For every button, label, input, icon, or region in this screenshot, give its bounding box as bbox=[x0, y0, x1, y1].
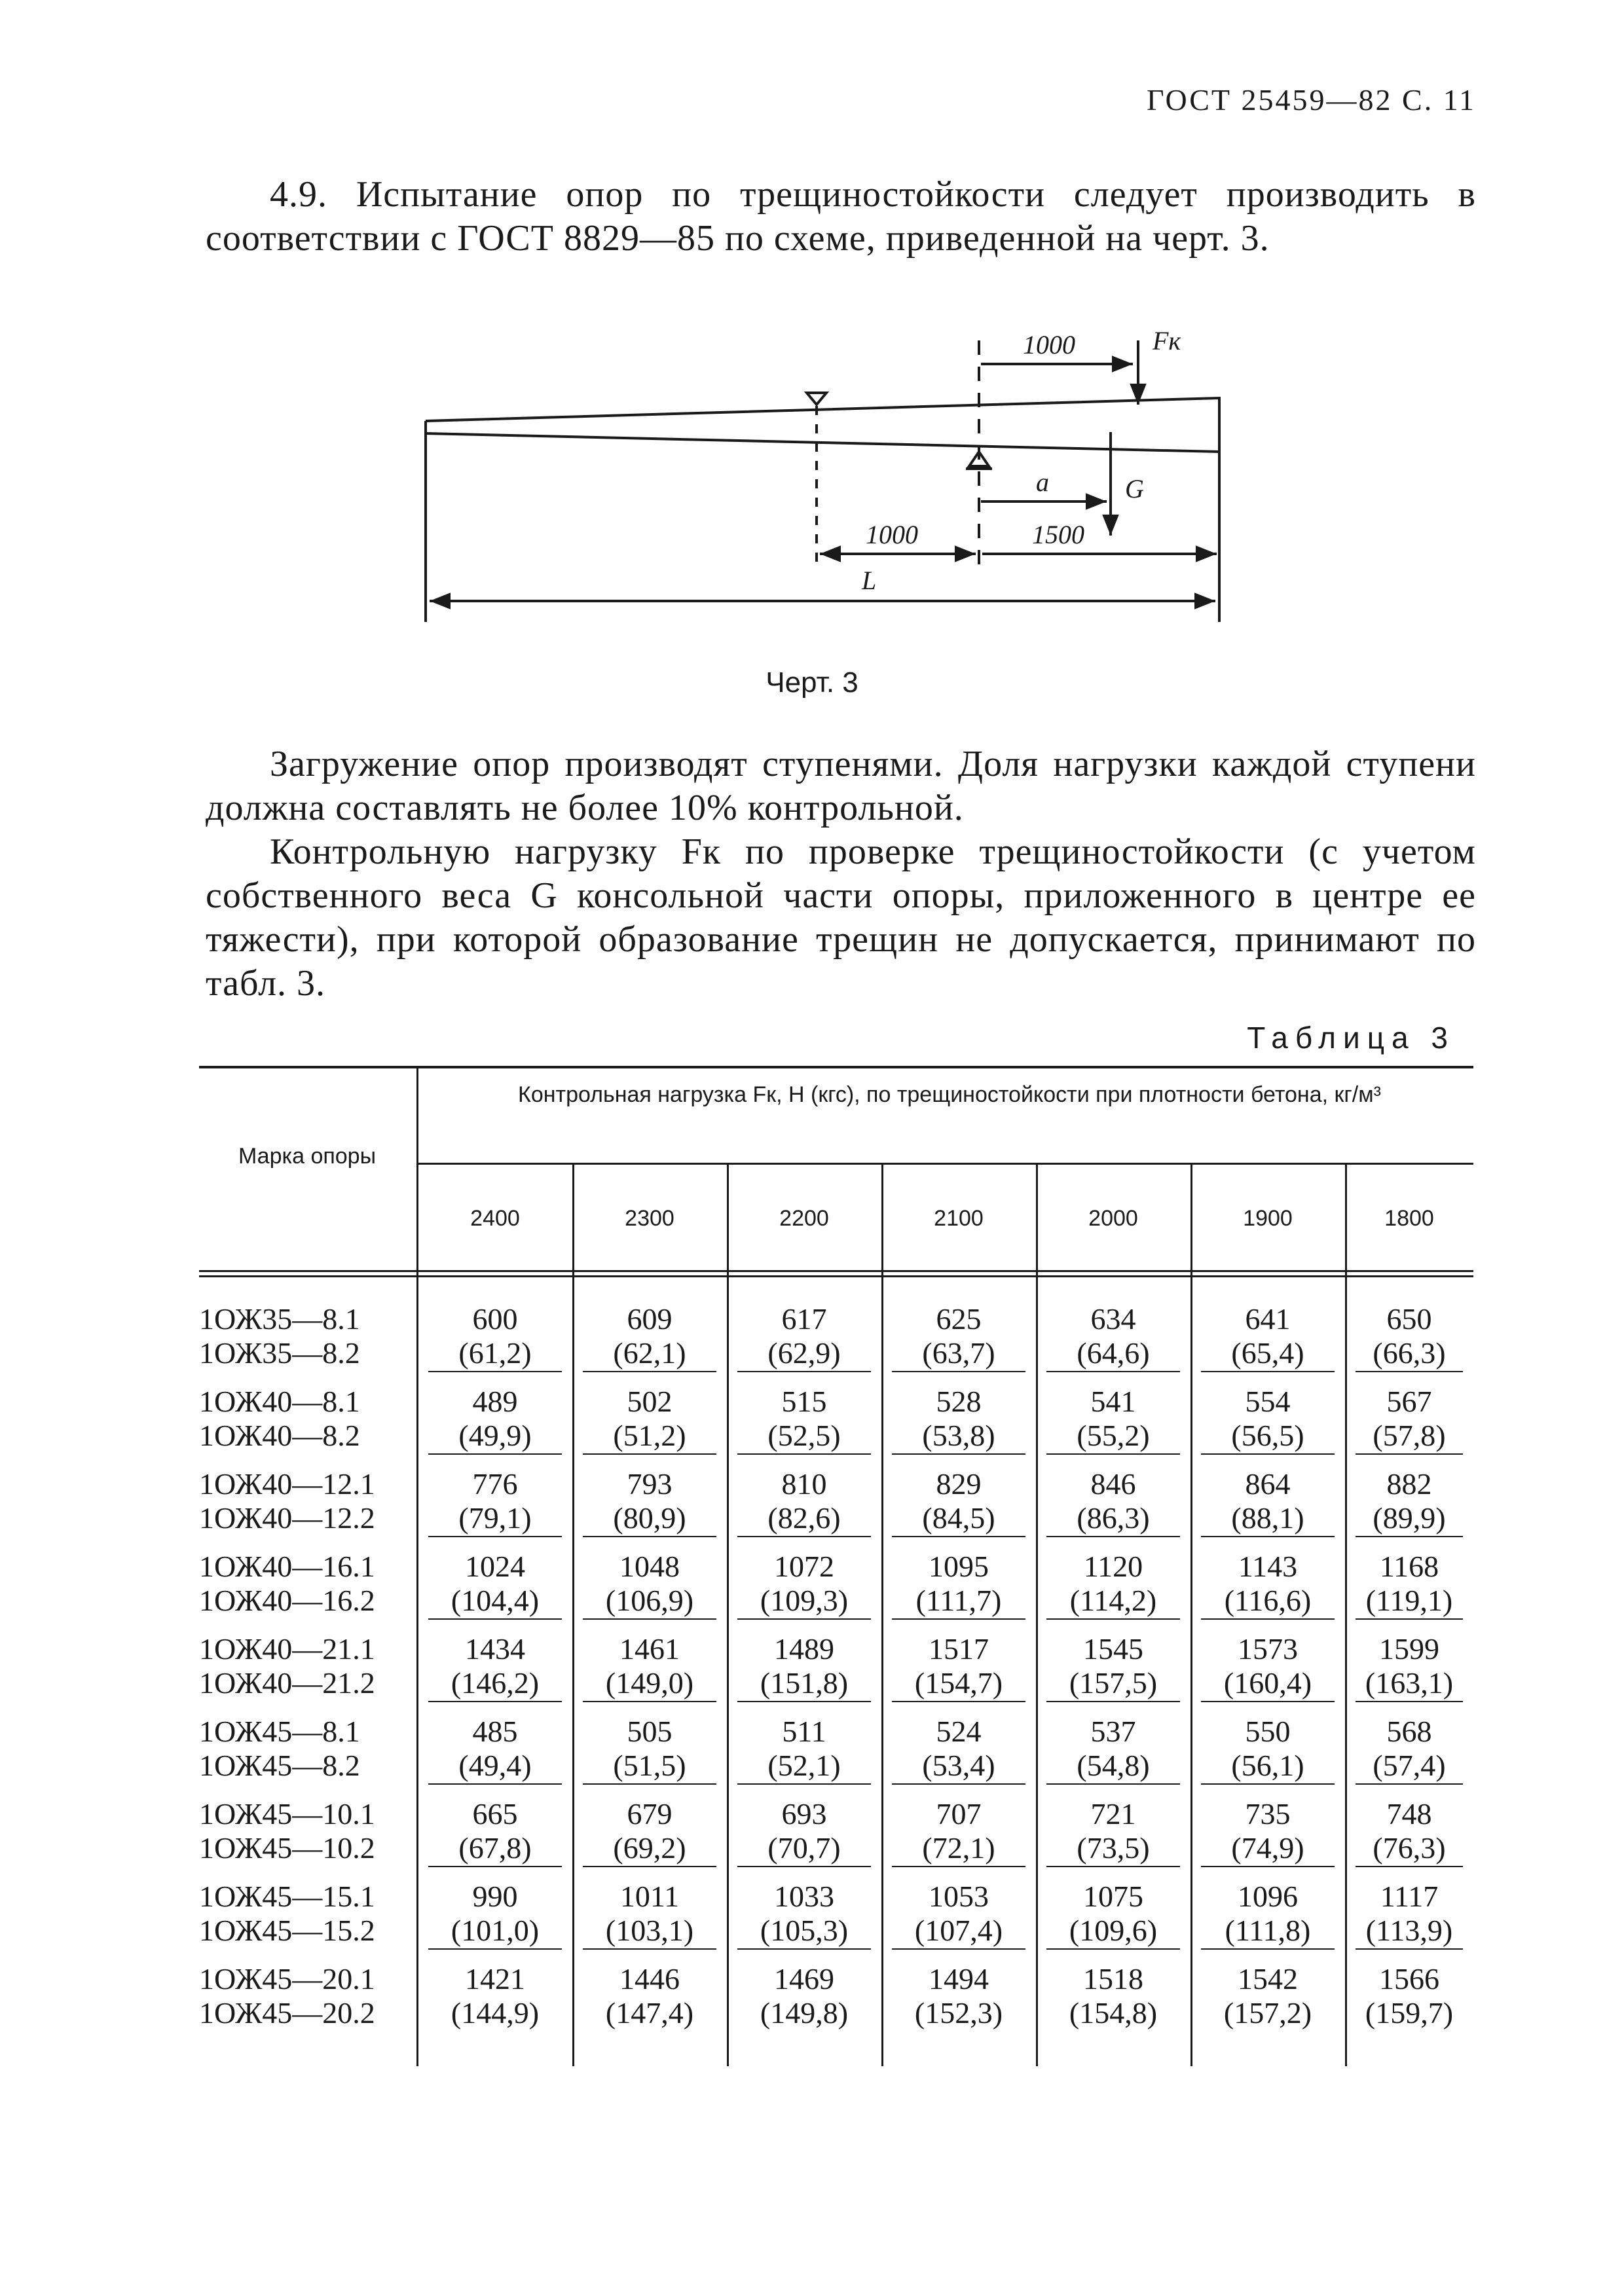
load-kgf: (57,8) bbox=[1373, 1419, 1446, 1452]
table-label: Таблица 3 bbox=[1247, 1021, 1455, 1055]
value-underline bbox=[892, 1948, 1025, 1950]
load-kgf: (151,8) bbox=[760, 1666, 849, 1700]
load-newton: 735 bbox=[1245, 1797, 1291, 1831]
load-newton: 693 bbox=[781, 1797, 827, 1831]
value-underline bbox=[1046, 1866, 1180, 1867]
load-kgf: (86,3) bbox=[1077, 1501, 1150, 1535]
value-underline bbox=[892, 1866, 1025, 1867]
load-newton: 1518 bbox=[1083, 1962, 1143, 1995]
load-kgf: (72,1) bbox=[922, 1831, 995, 1865]
table-top-rule bbox=[199, 1066, 1473, 1068]
load-newton: 1461 bbox=[619, 1632, 680, 1666]
value-underline bbox=[1046, 1783, 1180, 1785]
density-header: 2000 bbox=[1088, 1206, 1138, 1231]
paragraph-4-9: 4.9. Испытание опор по трещиностойкости следует производить в соответствии с ГОСТ 8829—85 по схеме, приведенной на черт. 3. bbox=[206, 174, 1476, 259]
load-kgf: (64,6) bbox=[1077, 1336, 1150, 1370]
load-kgf: (49,9) bbox=[458, 1419, 532, 1452]
load-newton: 609 bbox=[627, 1302, 673, 1336]
support-mark: 1ОЖ45—8.2 bbox=[199, 1749, 360, 1782]
load-newton: 1096 bbox=[1238, 1880, 1298, 1913]
value-underline bbox=[1201, 1618, 1335, 1620]
load-kgf: (76,3) bbox=[1373, 1831, 1446, 1865]
load-kgf: (49,4) bbox=[458, 1749, 532, 1782]
load-kgf: (157,2) bbox=[1223, 1996, 1312, 2030]
load-newton: 485 bbox=[472, 1715, 518, 1748]
header-inner-rule bbox=[418, 1163, 1473, 1165]
value-underline bbox=[583, 1536, 716, 1537]
value-underline bbox=[428, 1948, 562, 1950]
load-kgf: (113,9) bbox=[1365, 1914, 1453, 1947]
value-underline bbox=[1356, 1866, 1463, 1867]
value-underline bbox=[737, 1536, 871, 1537]
load-newton: 1421 bbox=[465, 1962, 525, 1995]
value-underline bbox=[892, 1453, 1025, 1455]
value-underline bbox=[1356, 1536, 1463, 1537]
value-underline bbox=[1046, 1453, 1180, 1455]
load-newton: 617 bbox=[781, 1302, 827, 1336]
value-underline bbox=[737, 1371, 871, 1372]
load-kgf: (109,6) bbox=[1069, 1914, 1158, 1947]
load-kgf: (66,3) bbox=[1373, 1336, 1446, 1370]
load-newton: 528 bbox=[936, 1385, 982, 1418]
header-bottom-rule bbox=[199, 1270, 1473, 1272]
load-newton: 502 bbox=[627, 1385, 673, 1418]
load-kgf: (111,8) bbox=[1225, 1914, 1311, 1947]
value-underline bbox=[583, 1371, 716, 1372]
load-newton: 1072 bbox=[774, 1550, 834, 1583]
value-underline bbox=[737, 1453, 871, 1455]
value-underline bbox=[1201, 1948, 1335, 1950]
load-newton: 641 bbox=[1245, 1302, 1291, 1336]
load-kgf: (154,7) bbox=[914, 1666, 1003, 1700]
value-underline bbox=[583, 1948, 716, 1950]
load-newton: 524 bbox=[936, 1715, 982, 1748]
value-underline bbox=[1201, 1371, 1335, 1372]
load-newton: 1599 bbox=[1379, 1632, 1439, 1666]
load-kgf: (55,2) bbox=[1077, 1419, 1150, 1452]
value-underline bbox=[583, 1618, 716, 1620]
load-newton: 489 bbox=[472, 1385, 518, 1418]
load-kgf: (73,5) bbox=[1077, 1831, 1150, 1865]
load-kgf: (157,5) bbox=[1069, 1666, 1158, 1700]
load-newton: 748 bbox=[1386, 1797, 1432, 1831]
value-underline bbox=[1046, 1948, 1180, 1950]
load-kgf: (114,2) bbox=[1069, 1584, 1157, 1617]
load-kgf: (152,3) bbox=[914, 1996, 1003, 2030]
load-newton: 793 bbox=[627, 1467, 673, 1501]
load-kgf: (62,1) bbox=[613, 1336, 686, 1370]
load-newton: 1434 bbox=[465, 1632, 525, 1666]
dim-total-label: L bbox=[862, 566, 877, 595]
header-bottom-rule-2 bbox=[199, 1275, 1473, 1277]
value-underline bbox=[1046, 1701, 1180, 1702]
value-underline bbox=[1201, 1701, 1335, 1702]
column-header-load bbox=[458, 1079, 1441, 1110]
load-newton: 505 bbox=[627, 1715, 673, 1748]
load-newton: 1048 bbox=[619, 1550, 680, 1583]
density-header: 2400 bbox=[470, 1206, 520, 1231]
load-kgf: (159,7) bbox=[1365, 1996, 1454, 2030]
load-newton: 1168 bbox=[1379, 1550, 1439, 1583]
support-mark: 1ОЖ35—8.1 bbox=[199, 1302, 360, 1336]
load-kgf: (149,8) bbox=[760, 1996, 849, 2030]
load-kgf: (163,1) bbox=[1365, 1666, 1454, 1700]
load-newton: 541 bbox=[1090, 1385, 1136, 1418]
value-underline bbox=[583, 1701, 716, 1702]
load-newton: 515 bbox=[781, 1385, 827, 1418]
value-underline bbox=[428, 1453, 562, 1455]
load-kgf: (52,1) bbox=[767, 1749, 841, 1782]
support-mark: 1ОЖ45—10.2 bbox=[199, 1831, 375, 1865]
support-mark: 1ОЖ40—16.2 bbox=[199, 1584, 375, 1617]
value-underline bbox=[892, 1371, 1025, 1372]
value-underline bbox=[1046, 1536, 1180, 1537]
load-newton: 600 bbox=[472, 1302, 518, 1336]
load-newton: 864 bbox=[1245, 1467, 1291, 1501]
load-kgf: (80,9) bbox=[613, 1501, 686, 1535]
load-newton: 1517 bbox=[929, 1632, 989, 1666]
value-underline bbox=[1201, 1866, 1335, 1867]
value-underline bbox=[892, 1618, 1025, 1620]
value-underline bbox=[892, 1701, 1025, 1702]
value-underline bbox=[1356, 1453, 1463, 1455]
load-newton: 1033 bbox=[774, 1880, 834, 1913]
value-underline bbox=[1046, 1618, 1180, 1620]
load-newton: 1075 bbox=[1083, 1880, 1143, 1913]
load-kgf: (62,9) bbox=[767, 1336, 841, 1370]
load-newton: 679 bbox=[627, 1797, 673, 1831]
load-newton: 511 bbox=[782, 1715, 826, 1748]
load-kgf: (56,1) bbox=[1231, 1749, 1304, 1782]
load-kgf: (61,2) bbox=[458, 1336, 532, 1370]
load-kgf: (67,8) bbox=[458, 1831, 532, 1865]
load-kgf: (116,6) bbox=[1224, 1584, 1312, 1617]
value-underline bbox=[428, 1618, 562, 1620]
load-kgf: (74,9) bbox=[1231, 1831, 1304, 1865]
value-underline bbox=[892, 1536, 1025, 1537]
support-mark: 1ОЖ45—15.2 bbox=[199, 1914, 375, 1947]
load-newton: 1446 bbox=[619, 1962, 680, 1995]
value-underline bbox=[1201, 1536, 1335, 1537]
load-newton: 721 bbox=[1090, 1797, 1136, 1831]
load-kgf: (89,9) bbox=[1373, 1501, 1446, 1535]
load-newton: 1469 bbox=[774, 1962, 834, 1995]
load-newton: 707 bbox=[936, 1797, 982, 1831]
value-underline bbox=[428, 1783, 562, 1785]
load-newton: 665 bbox=[472, 1797, 518, 1831]
value-underline bbox=[737, 1618, 871, 1620]
load-newton: 990 bbox=[472, 1880, 518, 1913]
load-kgf: (65,4) bbox=[1231, 1336, 1304, 1370]
load-newton: 846 bbox=[1090, 1467, 1136, 1501]
load-kgf: (109,3) bbox=[760, 1584, 849, 1617]
load-kgf: (104,4) bbox=[451, 1584, 540, 1617]
force-g-label: G bbox=[1125, 474, 1144, 503]
support-mark: 1ОЖ40—8.1 bbox=[199, 1385, 360, 1418]
support-mark: 1ОЖ45—20.1 bbox=[199, 1962, 375, 1995]
load-newton: 810 bbox=[781, 1467, 827, 1501]
load-kgf: (51,2) bbox=[613, 1419, 686, 1452]
load-newton: 567 bbox=[1386, 1385, 1432, 1418]
dim-a-label: a bbox=[1036, 467, 1049, 497]
dim-right-label: 1500 bbox=[1032, 520, 1084, 549]
value-underline bbox=[737, 1948, 871, 1950]
value-underline bbox=[1046, 1371, 1180, 1372]
load-kgf: (105,3) bbox=[760, 1914, 849, 1947]
load-newton: 625 bbox=[936, 1302, 982, 1336]
load-kgf: (111,7) bbox=[915, 1584, 1002, 1617]
load-kgf: (103,1) bbox=[605, 1914, 694, 1947]
column-header-mark-text: Марка опоры bbox=[238, 1144, 377, 1169]
column-header-mark bbox=[200, 1143, 414, 1169]
density-header: 2100 bbox=[934, 1206, 984, 1231]
value-underline bbox=[583, 1783, 716, 1785]
load-kgf: (69,2) bbox=[613, 1831, 686, 1865]
support-mark: 1ОЖ40—16.1 bbox=[199, 1550, 375, 1583]
value-underline bbox=[1201, 1453, 1335, 1455]
load-kgf: (53,8) bbox=[922, 1419, 995, 1452]
load-kgf: (146,2) bbox=[451, 1666, 540, 1700]
density-header: 1800 bbox=[1384, 1206, 1434, 1231]
load-kgf: (57,4) bbox=[1373, 1749, 1446, 1782]
load-newton: 1494 bbox=[929, 1962, 989, 1995]
load-kgf: (88,1) bbox=[1231, 1501, 1304, 1535]
value-underline bbox=[1356, 1783, 1463, 1785]
load-newton: 1011 bbox=[619, 1880, 680, 1913]
load-kgf: (63,7) bbox=[922, 1336, 995, 1370]
load-newton: 1095 bbox=[929, 1550, 989, 1583]
value-underline bbox=[583, 1453, 716, 1455]
value-underline bbox=[428, 1701, 562, 1702]
load-kgf: (154,8) bbox=[1069, 1996, 1158, 2030]
support-mark: 1ОЖ40—8.2 bbox=[199, 1419, 360, 1452]
value-underline bbox=[737, 1783, 871, 1785]
load-newton: 1120 bbox=[1083, 1550, 1143, 1583]
load-newton: 568 bbox=[1386, 1715, 1432, 1748]
load-kgf: (119,1) bbox=[1365, 1584, 1453, 1617]
support-mark: 1ОЖ40—12.2 bbox=[199, 1501, 375, 1535]
load-kgf: (149,0) bbox=[605, 1666, 694, 1700]
support-mark: 1ОЖ40—12.1 bbox=[199, 1467, 375, 1501]
load-newton: 1489 bbox=[774, 1632, 834, 1666]
value-underline bbox=[737, 1866, 871, 1867]
load-newton: 537 bbox=[1090, 1715, 1136, 1748]
value-underline bbox=[1356, 1948, 1463, 1950]
dim-top-label: 1000 bbox=[1023, 330, 1075, 359]
density-header: 2200 bbox=[779, 1206, 829, 1231]
load-kgf: (147,4) bbox=[605, 1996, 694, 2030]
load-newton: 1573 bbox=[1238, 1632, 1298, 1666]
support-mark: 1ОЖ45—10.1 bbox=[199, 1797, 375, 1831]
load-newton: 1143 bbox=[1238, 1550, 1298, 1583]
load-newton: 1117 bbox=[1380, 1880, 1439, 1913]
dim-left-label: 1000 bbox=[866, 520, 918, 549]
density-header: 2300 bbox=[625, 1206, 674, 1231]
support-mark: 1ОЖ45—8.1 bbox=[199, 1715, 360, 1748]
value-underline bbox=[583, 1866, 716, 1867]
load-kgf: (53,4) bbox=[922, 1749, 995, 1782]
load-newton: 776 bbox=[472, 1467, 518, 1501]
value-underline bbox=[428, 1371, 562, 1372]
value-underline bbox=[428, 1536, 562, 1537]
load-kgf: (160,4) bbox=[1223, 1666, 1312, 1700]
support-mark: 1ОЖ45—15.1 bbox=[199, 1880, 375, 1913]
load-newton: 1024 bbox=[465, 1550, 525, 1583]
load-kgf: (79,1) bbox=[458, 1501, 532, 1535]
value-underline bbox=[1356, 1701, 1463, 1702]
support-mark: 1ОЖ45—20.2 bbox=[199, 1996, 375, 2030]
load-kgf: (52,5) bbox=[767, 1419, 841, 1452]
support-mark: 1ОЖ35—8.2 bbox=[199, 1336, 360, 1370]
load-newton: 650 bbox=[1386, 1302, 1432, 1336]
value-underline bbox=[1356, 1618, 1463, 1620]
load-kgf: (144,9) bbox=[451, 1996, 540, 2030]
force-fk-label: Fк bbox=[1153, 326, 1181, 355]
value-underline bbox=[428, 1866, 562, 1867]
load-newton: 550 bbox=[1245, 1715, 1291, 1748]
load-kgf: (84,5) bbox=[922, 1501, 995, 1535]
value-underline bbox=[737, 1701, 871, 1702]
load-newton: 1542 bbox=[1238, 1962, 1298, 1995]
load-newton: 554 bbox=[1245, 1385, 1291, 1418]
load-newton: 1566 bbox=[1379, 1962, 1439, 1995]
load-kgf: (56,5) bbox=[1231, 1419, 1304, 1452]
load-newton: 882 bbox=[1386, 1467, 1432, 1501]
load-newton: 1053 bbox=[929, 1880, 989, 1913]
load-kgf: (51,5) bbox=[613, 1749, 686, 1782]
paragraph-loading: Загружение опор производят ступенями. Доля нагрузки каждой ступени должна составлять не более 10% контрольной. bbox=[206, 744, 1476, 828]
column-header-load-text: Контрольная нагрузка Fк, Н (кгс), по трещиностойкости при плотности бетона, кг/м³ bbox=[518, 1082, 1381, 1107]
support-mark: 1ОЖ40—21.1 bbox=[199, 1632, 375, 1666]
value-underline bbox=[1201, 1783, 1335, 1785]
load-newton: 1545 bbox=[1083, 1632, 1143, 1666]
paragraph-control-load: Контрольную нагрузку Fк по проверке трещиностойкости (с учетом собственного веса G консольной части опоры, приложенного в центре ее тяжести), при которой образование трещин не допускается, принимают по табл. 3. bbox=[206, 831, 1476, 1004]
support-mark: 1ОЖ40—21.2 bbox=[199, 1666, 375, 1700]
load-kgf: (82,6) bbox=[767, 1501, 841, 1535]
density-header: 1900 bbox=[1243, 1206, 1293, 1231]
load-kgf: (54,8) bbox=[1077, 1749, 1150, 1782]
load-kgf: (107,4) bbox=[914, 1914, 1003, 1947]
figure-caption: Черт. 3 bbox=[766, 666, 858, 699]
load-kgf: (106,9) bbox=[605, 1584, 694, 1617]
page-header: ГОСТ 25459—82 С. 11 bbox=[1147, 83, 1476, 117]
load-newton: 829 bbox=[936, 1467, 982, 1501]
load-kgf: (70,7) bbox=[767, 1831, 841, 1865]
load-newton: 634 bbox=[1090, 1302, 1136, 1336]
value-underline bbox=[892, 1783, 1025, 1785]
load-kgf: (101,0) bbox=[451, 1914, 540, 1947]
value-underline bbox=[1356, 1371, 1463, 1372]
